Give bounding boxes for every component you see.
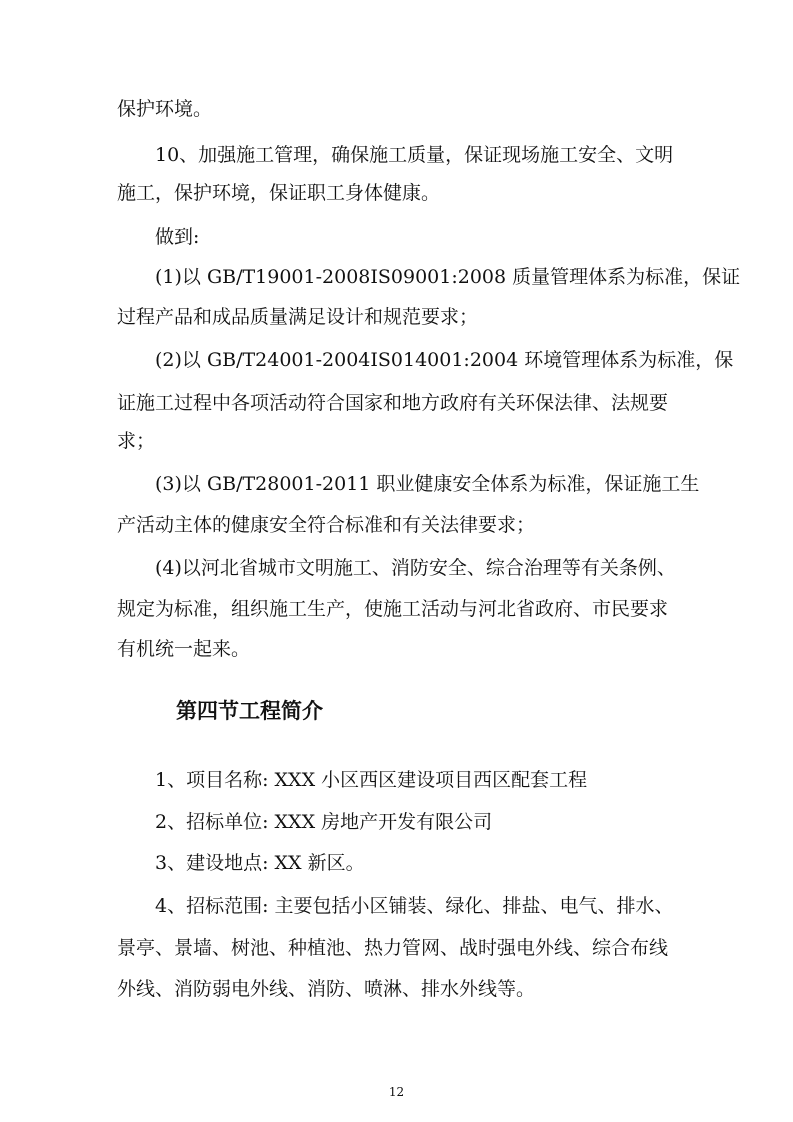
body-text-line: 产活动主体的健康安全符合标准和有关法律要求； — [117, 514, 536, 536]
body-text-line: 证施工过程中各项活动符合国家和地方政府有关环保法律、法规要 — [117, 392, 669, 414]
section-heading: 第四节工程简介 — [176, 698, 323, 723]
project-item: 1、项目名称: XXX 小区西区建设项目西区配套工程 — [155, 769, 588, 791]
body-text-line: (2)以 GB/T24001-2004IS014001:2004 环境管理体系为标准，保 — [155, 349, 734, 371]
body-text-line: 做到: — [155, 226, 200, 248]
project-item: 3、建设地点: XX 新区。 — [155, 852, 365, 874]
body-text-line: 求； — [117, 430, 156, 452]
body-text-line: 保护环境。 — [117, 98, 213, 120]
body-text-line: (1)以 GB/T19001-2008IS09001:2008 质量管理体系为标准，保证 — [155, 266, 741, 288]
body-text-line: 有机统一起来。 — [117, 638, 251, 660]
body-text-line: 施工，保护环境，保证职工身体健康。 — [117, 182, 441, 204]
project-item: 4、招标范围: 主要包括小区铺装、绿化、排盐、电气、排水、 — [155, 895, 674, 917]
project-item: 2、招标单位: XXX 房地产开发有限公司 — [155, 811, 493, 833]
body-text-line: (4)以河北省城市文明施工、消防安全、综合治理等有关条例、 — [155, 557, 676, 579]
page-number: 12 — [388, 1085, 405, 1099]
project-item: 景亭、景墙、树池、种植池、热力管网、战时强电外线、综合布线 — [117, 937, 669, 959]
body-text-line: (3)以 GB/T28001-2011 职业健康安全体系为标准，保证施工生 — [155, 473, 700, 495]
body-text-line: 过程产品和成品质量满足设计和规范要求； — [117, 306, 479, 328]
project-item: 外线、消防弱电外线、消防、喷淋、排水外线等。 — [117, 978, 536, 1000]
body-text-line: 10、加强施工管理，确保施工质量，保证现场施工安全、文明 — [155, 144, 674, 166]
body-text-line: 规定为标准，组织施工生产，使施工活动与河北省政府、市民要求 — [117, 598, 669, 620]
